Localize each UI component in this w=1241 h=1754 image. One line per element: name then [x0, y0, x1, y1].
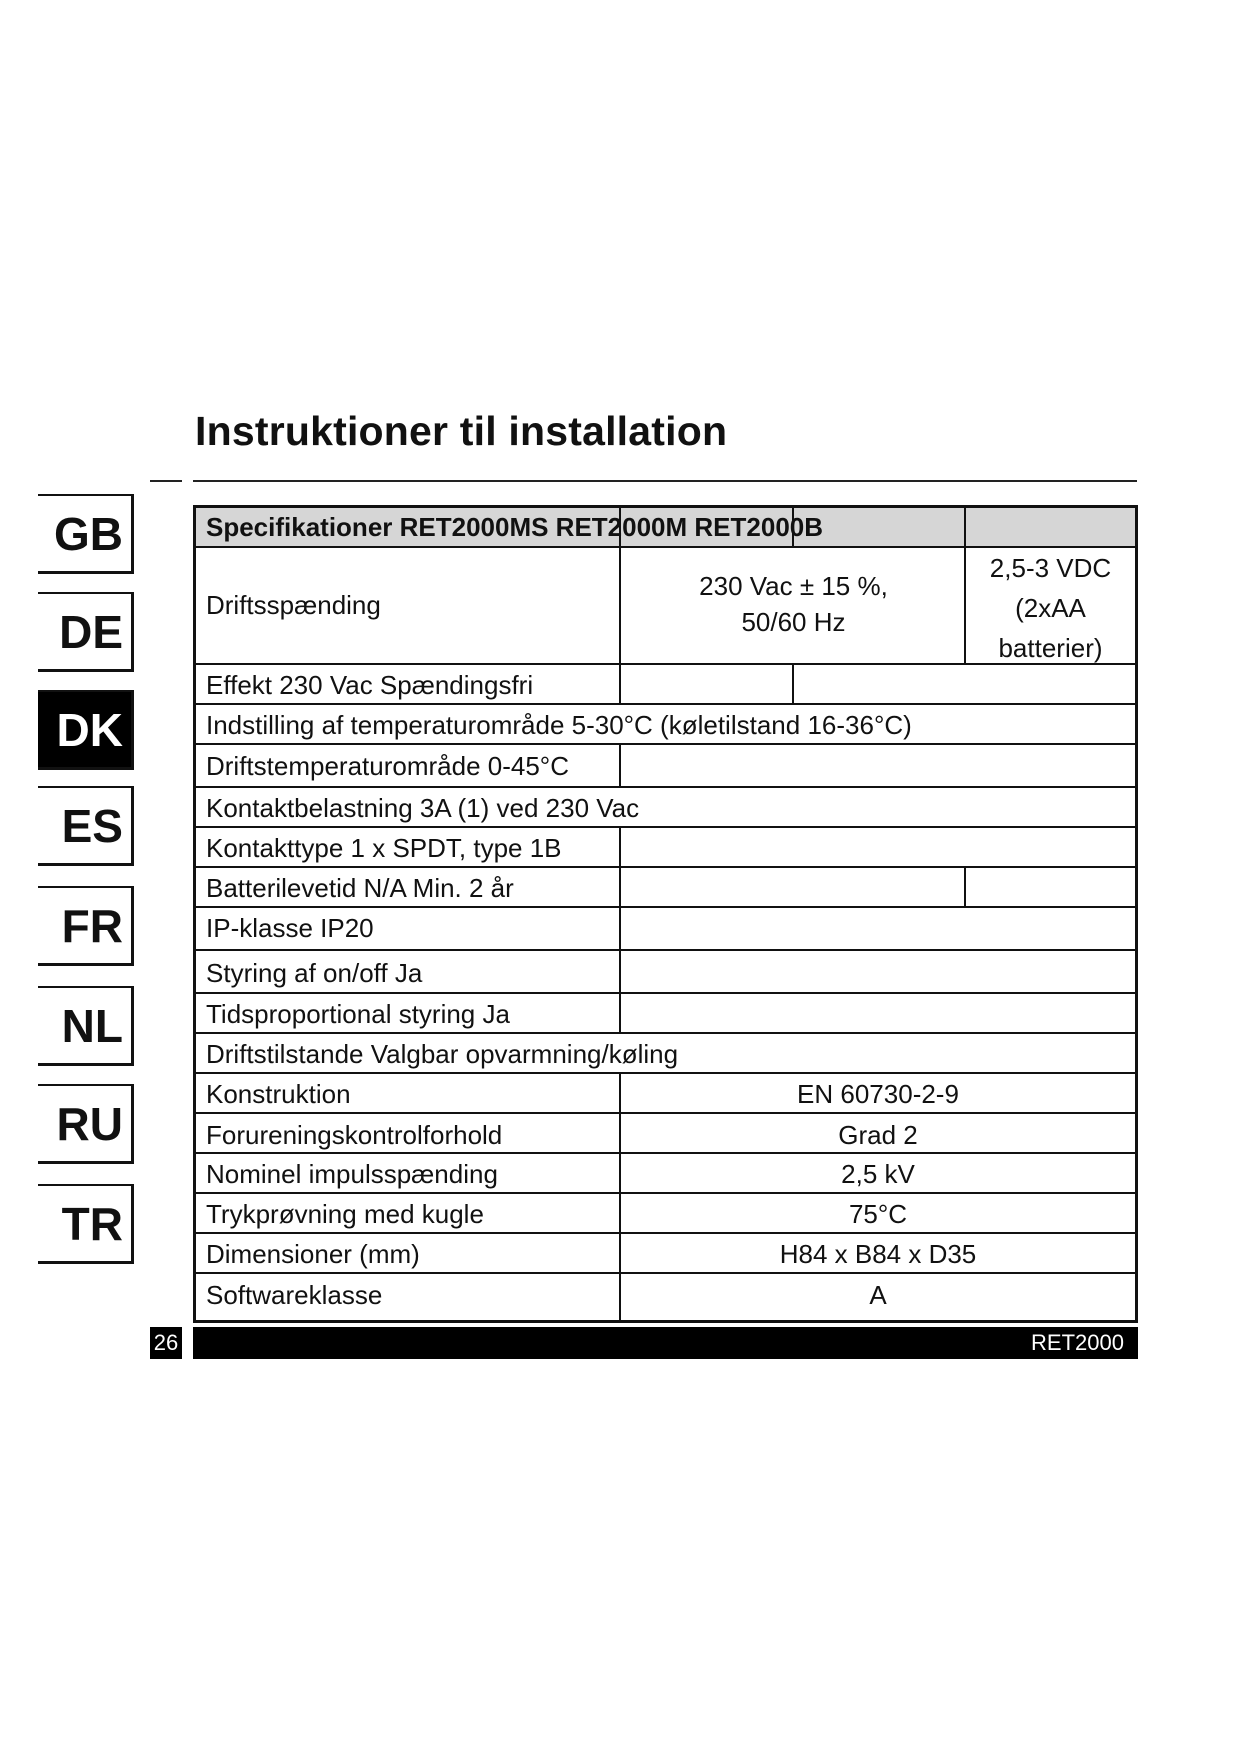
title-rule-short — [150, 480, 182, 482]
row-label: Effekt 230 Vac Spændingsfri — [206, 670, 534, 700]
table-row — [196, 665, 1135, 705]
row-label: Kontakttype 1 x SPDT, type 1B — [206, 833, 562, 863]
table-header: Specifikationer RET2000MS RET2000M RET2000B — [206, 512, 824, 542]
language-tab-es[interactable]: ES — [38, 786, 134, 866]
table-row — [196, 1074, 1135, 1114]
table-row — [196, 745, 1135, 788]
row-value-battery: 2,5-3 VDC (2xAA batterier) — [989, 553, 1112, 663]
row-value: 2,5 kV — [841, 1159, 915, 1189]
row-label: Batterilevetid N/A Min. 2 år — [206, 873, 514, 903]
row-label: Trykprøvning med kugle — [206, 1199, 484, 1229]
row-value: Grad 2 — [838, 1120, 918, 1150]
table-row — [196, 1194, 1135, 1234]
table-row — [196, 1234, 1135, 1274]
row-value: EN 60730-2-9 — [797, 1079, 959, 1109]
row-label: Konstruktion — [206, 1079, 351, 1109]
row-value: A — [869, 1280, 887, 1310]
row-label: Tidsproportional styring Ja — [206, 999, 510, 1029]
row-label: Driftstilstande Valgbar opvarmning/køling — [206, 1039, 679, 1069]
language-tab-fr[interactable]: FR — [38, 886, 134, 966]
row-value: 230 Vac ± 15 %, 50/60 Hz — [699, 571, 888, 637]
page-number: 26 — [150, 1327, 182, 1359]
footer-bar: RET2000 — [193, 1327, 1138, 1359]
table-row — [196, 705, 1135, 745]
row-label: IP-klasse IP20 — [206, 913, 374, 943]
row-label: Driftsspænding — [206, 590, 381, 620]
table-row — [196, 828, 1135, 868]
table-row — [196, 1274, 1135, 1320]
row-label: Dimensioner (mm) — [206, 1239, 420, 1269]
row-label: Forureningskontrolforhold — [206, 1120, 503, 1150]
table-row — [196, 548, 1135, 665]
table-row — [196, 788, 1135, 828]
language-tab-tr[interactable]: TR — [38, 1184, 134, 1264]
row-value: 75°C — [848, 1199, 908, 1229]
title-rule — [193, 480, 1137, 482]
specifications-table — [193, 505, 1138, 1323]
language-tab-dk[interactable]: DK — [38, 690, 134, 770]
language-tab-ru[interactable]: RU — [38, 1084, 134, 1164]
row-label: Kontaktbelastning 3A (1) ved 230 Vac — [206, 793, 640, 823]
table-row — [196, 951, 1135, 994]
language-tab-de[interactable]: DE — [38, 592, 134, 672]
row-label: Styring af on/off Ja — [206, 958, 423, 988]
table-row — [196, 994, 1135, 1034]
page-title: Instruktioner til installation — [195, 408, 728, 454]
row-label: Softwareklasse — [206, 1280, 383, 1310]
table-row — [196, 1114, 1135, 1154]
language-tab-nl[interactable]: NL — [38, 986, 134, 1066]
table-row — [196, 908, 1135, 951]
row-label: Driftstemperaturområde 0-45°C — [206, 751, 569, 781]
table-row — [196, 868, 1135, 908]
row-label: Indstilling af temperaturområde 5-30°C (køletilstand 16-36°C) — [206, 710, 912, 740]
row-value: H84 x B84 x D35 — [779, 1239, 977, 1269]
language-tab-gb[interactable]: GB — [38, 494, 134, 574]
row-label: Nominel impulsspænding — [206, 1159, 498, 1189]
table-row — [196, 1154, 1135, 1194]
table-header-row — [196, 508, 1135, 548]
table-row — [196, 1034, 1135, 1074]
